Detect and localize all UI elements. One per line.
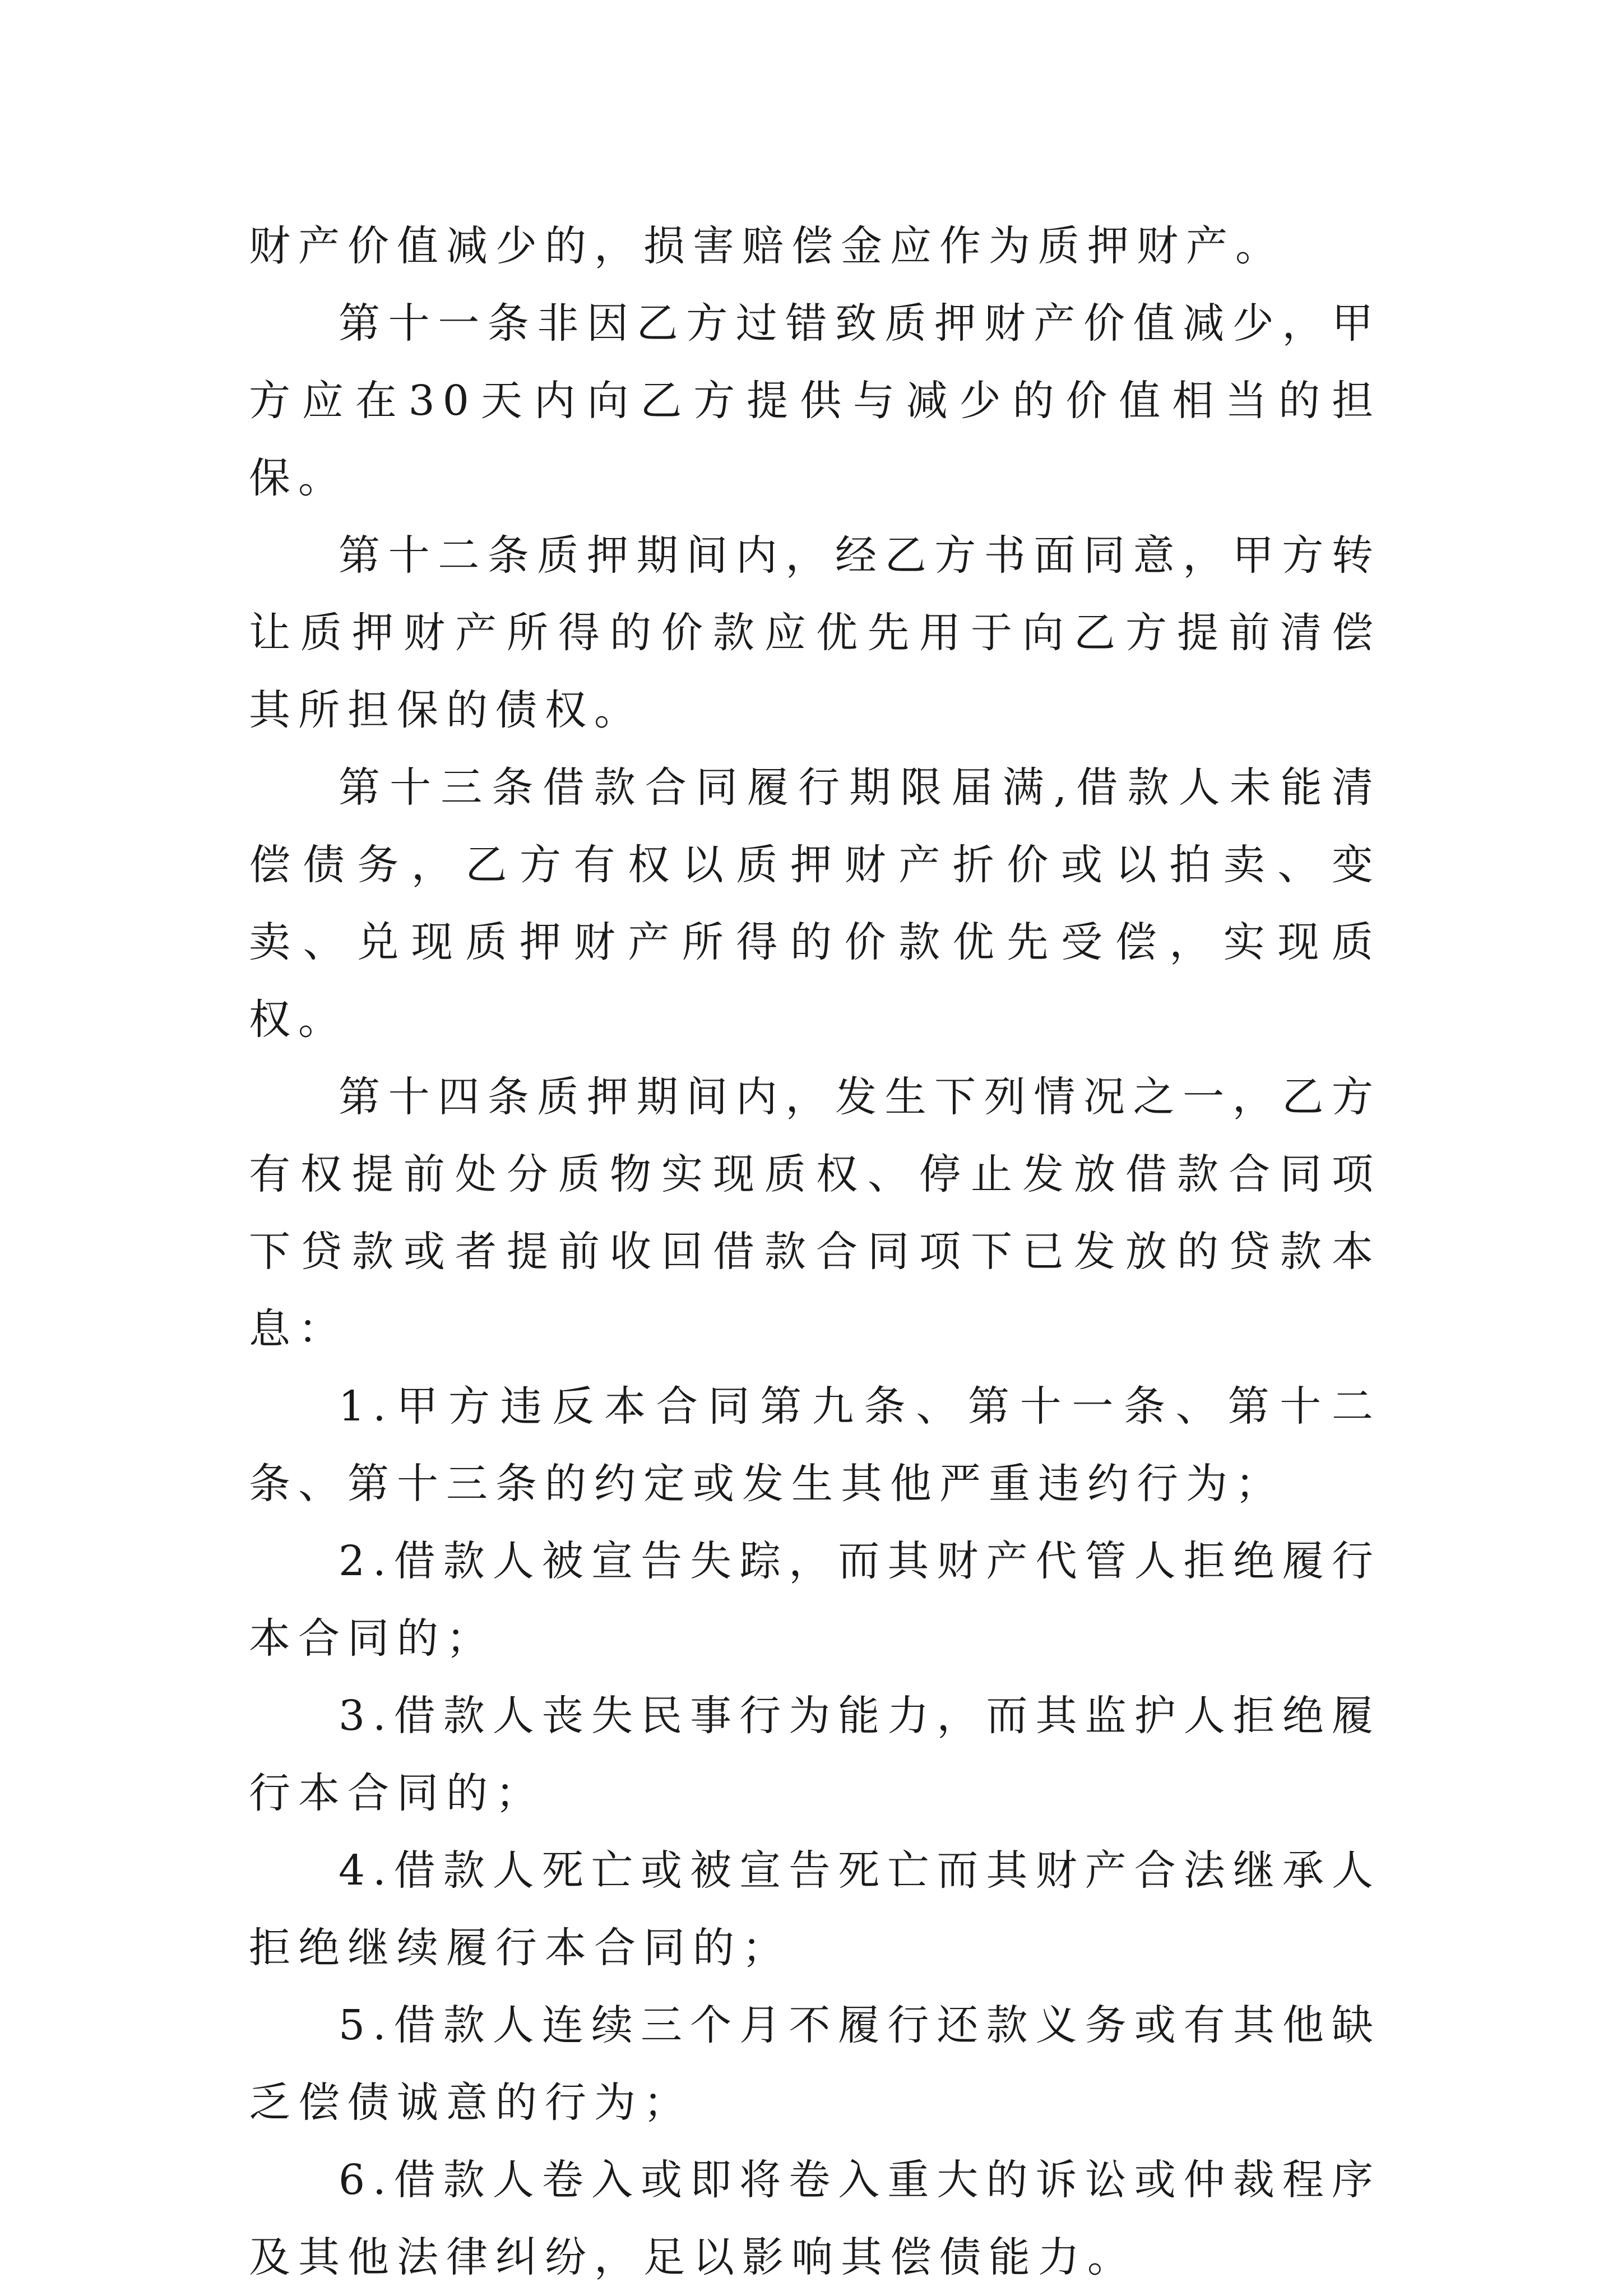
document-body xyxy=(249,207,1381,2296)
list-item-6: 6.借款人卷入或即将卷入重大的诉讼或仲裁程序及其他法律纠纷，足以影响其偿债能力。 xyxy=(249,2156,1381,2281)
list-item-5: 5.借款人连续三个月不履行还款义务或有其他缺乏偿债诚意的行为； xyxy=(249,2001,1381,2127)
list-item-1: 1.甲方违反本合同第九条、第十一条、第十二条、第十三条的约定或发生其他严重违约行为； xyxy=(249,1382,1381,1508)
paragraph-continuation: 财产价值减少的，损害赔偿金应作为质押财产。 xyxy=(249,222,1285,270)
paragraph-article-11: 第十一条非因乙方过错致质押财产价值减少，甲方应在30天内向乙方提供与减少的价值相当的担保。 xyxy=(249,299,1381,502)
paragraph-article-12: 第十二条质押期间内，经乙方书面同意，甲方转让质押财产所得的价款应优先用于向乙方提前清偿其所担保的债权。 xyxy=(249,531,1381,734)
list-item-4: 4.借款人死亡或被宣告死亡而其财产合法继承人拒绝继续履行本合同的； xyxy=(249,1846,1381,1972)
paragraph-article-14: 第十四条质押期间内，发生下列情况之一，乙方有权提前处分质物实现质权、停止发放借款合同项下贷款或者提前收回借款合同项下已发放的贷款本息： xyxy=(249,1073,1381,1353)
list-item-3: 3.借款人丧失民事行为能力，而其监护人拒绝履行本合同的； xyxy=(249,1692,1381,1817)
list-item-2: 2.借款人被宣告失踪，而其财产代管人拒绝履行本合同的； xyxy=(249,1537,1381,1663)
paragraph-article-13: 第十三条借款合同履行期限届满,借款人未能清偿债务，乙方有权以质押财产折价或以拍卖、变卖、兑现质押财产所得的价款优先受偿，实现质权。 xyxy=(249,763,1381,1044)
